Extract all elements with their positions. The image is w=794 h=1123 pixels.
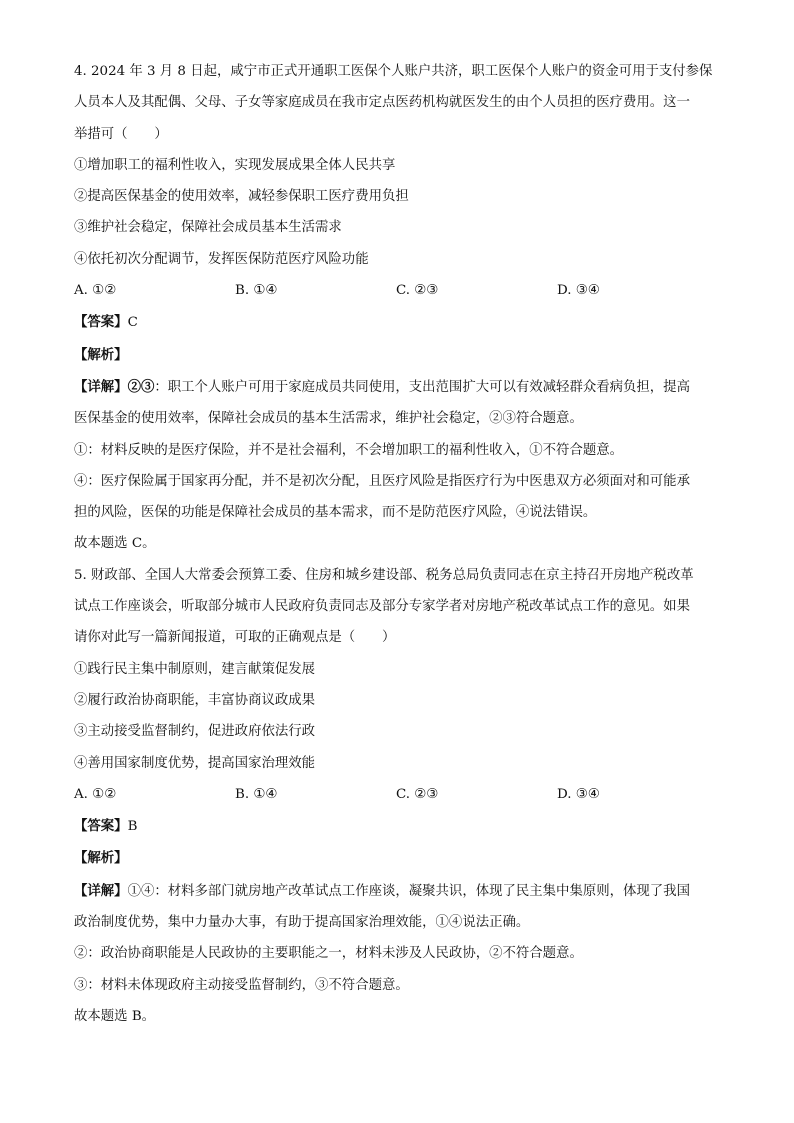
q5-answer <box>74 816 724 837</box>
q4-options <box>74 281 724 301</box>
detail-lead: ②③ <box>127 378 155 395</box>
q4-detail-line <box>74 377 724 398</box>
q5-option-b: B. ①④ <box>235 786 278 802</box>
question-4 <box>74 62 724 554</box>
q4-conclusion: 故本题选 C。 <box>74 536 156 552</box>
q4-detail-line: ④：医疗保险属于国家再分配，并不是初次分配，且医疗风险是指医疗行为中医患双方必须面对和可能承 <box>74 473 690 489</box>
q4-option-d: D. ③④ <box>557 283 600 299</box>
detail-text: ：职工个人账户可用于家庭成员共同使用，支出范围扩大可以有效减轻群众看病负担，提高 <box>154 379 690 395</box>
question-5 <box>74 566 724 1027</box>
q5-statement: ③主动接受监督制约，促进政府依法行政 <box>74 724 316 740</box>
q5-detail-line: ③：材料未体现政府主动接受监督制约，③不符合题意。 <box>74 977 409 993</box>
q5-stem-line: 请你对此写一篇新闻报道，可取的正确观点是（ ） <box>74 630 396 646</box>
q4-analysis-heading <box>74 345 724 366</box>
answer-value: C <box>127 315 138 331</box>
q5-analysis-heading <box>74 848 724 869</box>
q5-statement: ②履行政治协商职能，丰富协商议政成果 <box>74 692 316 708</box>
q4-stem-line: 4. 2024 年 3 月 8 日起，咸宁市正式开通职工医保个人账户共济，职工医保个人账户的资金可用于支付参保 <box>74 64 713 79</box>
q4-stem-line: 人员本人及其配偶、父母、子女等家庭成员在我市定点医药机构就医发生的由个人员担的医疗费用。这一 <box>74 95 690 111</box>
q4-option-a: A. ①② <box>74 283 117 299</box>
q5-stem-line: 5. 财政部、全国人大常委会预算工委、住房和城乡建设部、税务总局负责同志在京主持召开房地产税改革 <box>74 567 694 583</box>
q5-detail-line: 政治制度优势，集中力量办大事，有助于提高国家治理效能，①④说法正确。 <box>74 915 530 931</box>
answer-tag: 【答案】 <box>74 818 128 835</box>
q4-answer <box>74 312 724 333</box>
q4-statement: ④依托初次分配调节，发挥医保防范医疗风险功能 <box>74 251 369 267</box>
q4-detail-line: 医保基金的使用效率，保障社会成员的基本生活需求，维护社会稳定，②③符合题意。 <box>74 411 583 427</box>
q4-statement: ①增加职工的福利性收入，实现发展成果全体人民共享 <box>74 157 396 173</box>
analysis-tag: 【解析】 <box>74 346 128 363</box>
q4-option-c: C. ②③ <box>396 283 439 299</box>
q5-statement: ①践行民主集中制原则，建言献策促发展 <box>74 661 316 677</box>
q5-detail-line <box>74 881 724 902</box>
detail-text: ①④：材料多部门就房地产改革试点工作座谈，凝聚共识，体现了民主集中集原则，体现了我国 <box>127 883 690 899</box>
q5-conclusion: 故本题选 B。 <box>74 1008 156 1024</box>
document-page <box>74 62 724 1038</box>
q4-detail-line: 担的风险，医保的功能是保障社会成员的基本需求，而不是防范医疗风险，④说法错误。 <box>74 505 597 521</box>
answer-value: B <box>127 819 138 835</box>
analysis-tag: 【解析】 <box>74 850 128 867</box>
answer-tag: 【答案】 <box>74 314 128 331</box>
q4-stem-line: 举措可（ ） <box>74 126 168 142</box>
detail-tag: 【详解】 <box>74 882 128 899</box>
q4-statement: ③维护社会稳定，保障社会成员基本生活需求 <box>74 220 342 236</box>
q5-options <box>74 785 724 805</box>
q5-option-d: D. ③④ <box>557 786 600 802</box>
q5-statement: ④善用国家制度优势，提高国家治理效能 <box>74 755 316 771</box>
q4-detail-line: ①：材料反映的是医疗保险，并不是社会福利，不会增加职工的福利性收入，①不符合题意。 <box>74 442 624 458</box>
q5-stem-line: 试点工作座谈会，听取部分城市人民政府负责同志及部分专家学者对房地产税改革试点工作的意见。如果 <box>74 599 690 615</box>
detail-tag: 【详解】 <box>74 378 128 395</box>
q5-option-c: C. ②③ <box>396 786 439 802</box>
q5-detail-line: ②：政治协商职能是人民政协的主要职能之一，材料未涉及人民政协，②不符合题意。 <box>74 946 583 962</box>
q5-option-a: A. ①② <box>74 786 117 802</box>
q4-option-b: B. ①④ <box>235 283 278 299</box>
q4-statement: ②提高医保基金的使用效率，减轻参保职工医疗费用负担 <box>74 189 409 205</box>
